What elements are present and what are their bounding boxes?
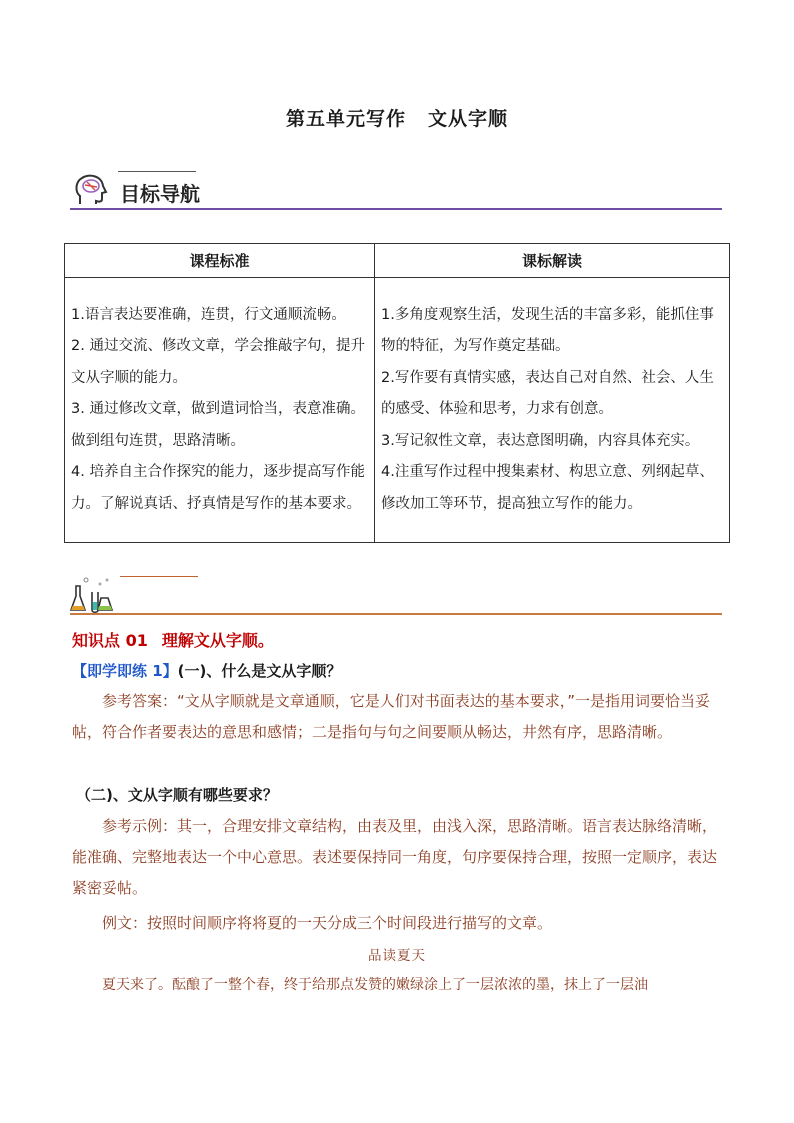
section-label: 目标导航: [120, 182, 200, 206]
knowledge-point-number: 知识点 01: [72, 631, 148, 650]
practice-question-text: (一)、什么是文从字顺？: [177, 662, 342, 680]
header-interpretation: 课标解读: [375, 244, 730, 278]
practice-tag: 【即学即练 1】: [72, 662, 178, 680]
standards-cell: [65, 278, 375, 543]
knowledge-point-title: 理解文从字顺。: [161, 631, 274, 650]
knowledge-point-heading: [72, 628, 274, 651]
essay-title: 品读夏天: [368, 948, 426, 964]
table-row: [65, 278, 730, 543]
section-knowledge-header: [70, 574, 722, 616]
interpretation-item: 2.写作要有真情实感，表达自己对自然、社会、人生的感受、体验和思考，力求有创意。: [381, 369, 714, 418]
section-bottom-rule: [70, 613, 722, 615]
table-header-row: [65, 244, 730, 278]
answer-paragraph-2: [72, 811, 724, 904]
interpretation-item: 1.多角度观察生活，发现生活的丰富多彩，能抓住事物的特征，为写作奠定基础。: [381, 306, 714, 355]
example-lead: 例文：: [102, 914, 148, 932]
brain-head-icon: [72, 172, 108, 208]
essay-first-line: 夏天来了。酝酿了一整个春，终于给那点发赞的嫩绿涂上了一层浓浓的墨，抹上了一层油: [102, 977, 648, 993]
answer-lead: 参考示例：: [102, 817, 178, 835]
curriculum-table: [64, 243, 730, 543]
flask-lab-icon: [70, 574, 114, 614]
answer-paragraph-1: [72, 686, 724, 748]
header-standard: 课程标准: [65, 244, 375, 278]
example-text: 按照时间顺序将将夏的一天分成三个时间段进行描写的文章。: [147, 914, 553, 932]
example-intro: [72, 908, 724, 939]
section-top-rule: [118, 171, 196, 172]
standard-item: 1.语言表达要准确，连贯，行文通顺流畅。: [71, 306, 346, 323]
question-2: （二)、文从字顺有哪些要求？: [76, 786, 278, 804]
title-topic: 文从字顺: [428, 108, 509, 130]
answer-text: 其一，合理安排文章结构，由表及里，由浅入深，思路清晰。语言表达脉络清晰，能准确、完整地表达一个中心意思。表述要保持同一角度，句序要保持合理，按照一定顺序，表达紧密妥帖。: [72, 817, 718, 897]
standard-item: 2. 通过交流、修改文章，学会推敲字句，提升文从字顺的能力。: [71, 338, 365, 386]
answer-lead: 参考答案：: [102, 692, 178, 710]
interpretation-item: 3.写记叙性文章，表达意图明确，内容具体充实。: [381, 432, 700, 449]
standard-item: 4. 培养自主合作探究的能力，逐步提高写作能力。了解说真话、抒真情是写作的基本要求。: [71, 464, 365, 512]
page-title: [0, 104, 794, 131]
section-top-rule: [120, 576, 198, 577]
section-bottom-rule: [70, 208, 722, 210]
interpretation-item: 4.注重写作过程中搜集素材、构思立意、列纲起草、修改加工等环节，提高独立写作的能力。: [381, 464, 714, 512]
title-unit: 第五单元写作: [285, 108, 406, 130]
section-goal-navigation: [70, 168, 722, 210]
practice-question: [72, 656, 724, 687]
interpretation-cell: [375, 278, 730, 543]
answer-text: “文从字顺就是文章通顺，它是人们对书面表达的基本要求，”一是指用词要恰当妥帖，符合作者要表达的意思和感情；二是指句与句之间要顺从畅达，井然有序，思路清晰。: [72, 692, 711, 741]
standard-item: 3. 通过修改文章，做到遣词恰当，表意准确。做到组句连贯，思路清晰。: [71, 401, 365, 449]
